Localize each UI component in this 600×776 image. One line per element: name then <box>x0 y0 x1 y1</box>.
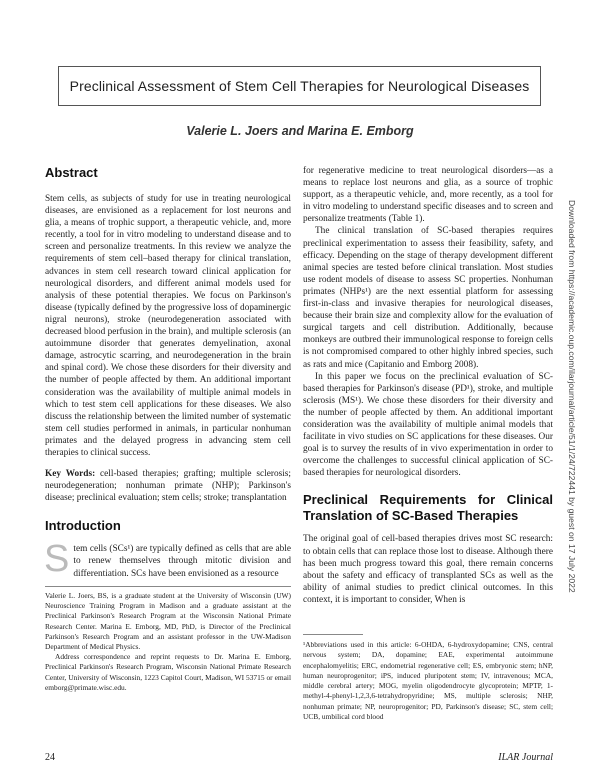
paragraph-translation: The clinical translation of SC-based therapies requires preclinical experimentation to assess their feasibility, safety, and efficacy. Depending on the stage of therapy development different animal species are tested before clinical translation. Most studies use rodent models of disease to assess SC properties. Nonhuman primates (NHPs¹) are the next essential platform for assessing first-in-class and invasive therapies for neurological diseases, because their brain size and complexity allow for the evaluation of surgical targets and cell distribution. Additionally, because monkeys are outbred their immunological response to foreign cells is not compromised compared to other highly inbred species, such as rats and mice (Capitanio and Emborg 2008). <box>303 226 553 370</box>
author-note <box>45 591 291 693</box>
correspondence-note: Address correspondence and reprint requests to Dr. Marina E. Emborg, Preclinical Parkinson's Research Program, Wisconsin National Primate Research Center, University of Wisconsin, 1223 Capitol Court, Madison, WI 53715 or email emborg@primate.wisc.edu. <box>45 652 291 692</box>
intro-continued: for regenerative medicine to treat neurological disorders—as a means to replace lost neurons and glia, as a source of trophic support, as a therapeutic vehicle, and, more recently, as a tool for in vitro modeling to understand specific diseases and to screen and personalize treatments (Table 1). <box>303 166 553 225</box>
drop-cap: S <box>44 538 70 581</box>
introduction-text: tem cells (SCs¹) are typically defined as cells that are able to renew themselves through mitotic division and differentiation. SCs have been envisioned as a resource <box>73 544 291 579</box>
footnote-divider-right <box>303 634 363 635</box>
article-title: Preclinical Assessment of Stem Cell Therapies for Neurological Diseases <box>69 78 530 94</box>
right-column <box>303 165 553 606</box>
abbreviations-footnote: ¹Abbreviations used in this article: 6-OHDA, 6-hydroxydopamine; CNS, central nervous system; DA, dopamine; EAE, experimental autoimmune encephalomyelitis; ERC, endometrial regenerative cell; ES, embryonic stem; hNP, human neuroprogenitor; iPS, induced pluripotent stem; IV, intravenous; MCA, middle cerebral artery; MOG, myelin oligodendrocyte glycoprotein; MPTP, 1-methyl-4-phenyl-1,2,3,6-tetrahydropyridine; MS, multiple sclerosis; NHP, nonhuman primate; NP, neuroprogenitor; PD, Parkinson's disease; SC, stem cell; UCB, umbilical cord blood <box>303 640 553 722</box>
paragraph-focus: In this paper we focus on the preclinical evaluation of SC-based therapies for Parkinson's disease (PD¹), stroke, and multiple sclerosis (MS¹). We chose these disorders for their diversity and the number of people affected by them. An additional important consideration was the availability of multiple animal models that facilitate in vivo studies on SC applications for these diseases. Our goal is to survey the results of in vivo experimentation in order to overcome the challenges to successful clinical application of SC-based therapies for neurological disorders. <box>303 371 553 479</box>
author-bio: Valerie L. Joers, BS, is a graduate student at the University of Wisconsin (UW) Neuroscience Training Program in Madison and a graduate assistant at the Preclinical Parkinson's Research Program at the Wisconsin National Primate Research Center. Marina E. Emborg, MD, PhD, is Director of the Preclinical Parkinson's Research Program and an assistant professor in the UW-Madison Department of Medical Physics. <box>45 591 291 652</box>
abstract-heading: Abstract <box>45 165 98 180</box>
title-box <box>58 66 541 106</box>
paragraph-requirements: The original goal of cell-based therapies drives most SC research: to obtain cells that can replace those lost to disease. Although there has been much progress toward this goal, there remain concerns about the safety and efficacy of transplanted SCs as well as the ability of animal studies to predict clinical outcomes. In this context, it is important to consider, When is <box>303 534 553 605</box>
abstract-body: Stem cells, as subjects of study for use in treating neurological diseases, are envisioned as a replacement for lost neurons and glia, a means of trophic support, a therapeutic vehicle, and, more recently, a tool for in vitro modeling to understand disease and to screen and personalize treatments. In this review we analyze the requirements of stem cell–based therapy for clinical translation, advances in stem cell research toward clinical application for neurological disorders, and different animal models used for analysis of these potential therapies. We focus on Parkinson's disease (typically defined by the progressive loss of dopaminergic nigral neurons), stroke (neurodegeneration associated with decreased blood perfusion in the brain), and multiple sclerosis (an autoimmune disorder that generates demyelination, axonal damage, astrocytic scarring, and neurodegeneration in the brain and spinal cord). We chose these disorders for their diversity and the number of people affected by them. An additional important consideration was the availability of multiple animal models in which to test stem cell applications for these diseases. We also discuss the relationship between the limited number of systematic stem cell studies performed in animals, in particular nonhuman primates and the delayed progress in advancing stem cell therapies to clinical success. <box>45 194 291 458</box>
introduction-body <box>44 538 291 581</box>
section-heading: Preclinical Requirements for Clinical Translation of SC-Based Therapies <box>303 492 553 524</box>
keywords-list: cell-based therapies; grafting; multiple sclerosis; neurodegeneration; nonhuman primate (NHP); Parkinson's disease; preclinical evaluation; stem cells; stroke; transplantation <box>45 469 291 504</box>
page-number: 24 <box>45 752 55 763</box>
authors: Valerie L. Joers and Marina E. Emborg <box>186 124 414 138</box>
journal-name: ILAR Journal <box>498 752 553 763</box>
download-watermark: Downloaded from https://academic.oup.com/ilarjournal/article/51/1/24/722441 by guest on 17 July 2022 <box>567 200 577 593</box>
introduction-heading: Introduction <box>45 518 121 534</box>
left-column <box>45 165 291 580</box>
keywords <box>45 468 291 504</box>
keywords-label: Key Words: <box>45 469 96 480</box>
footnote-divider-left <box>45 586 291 587</box>
